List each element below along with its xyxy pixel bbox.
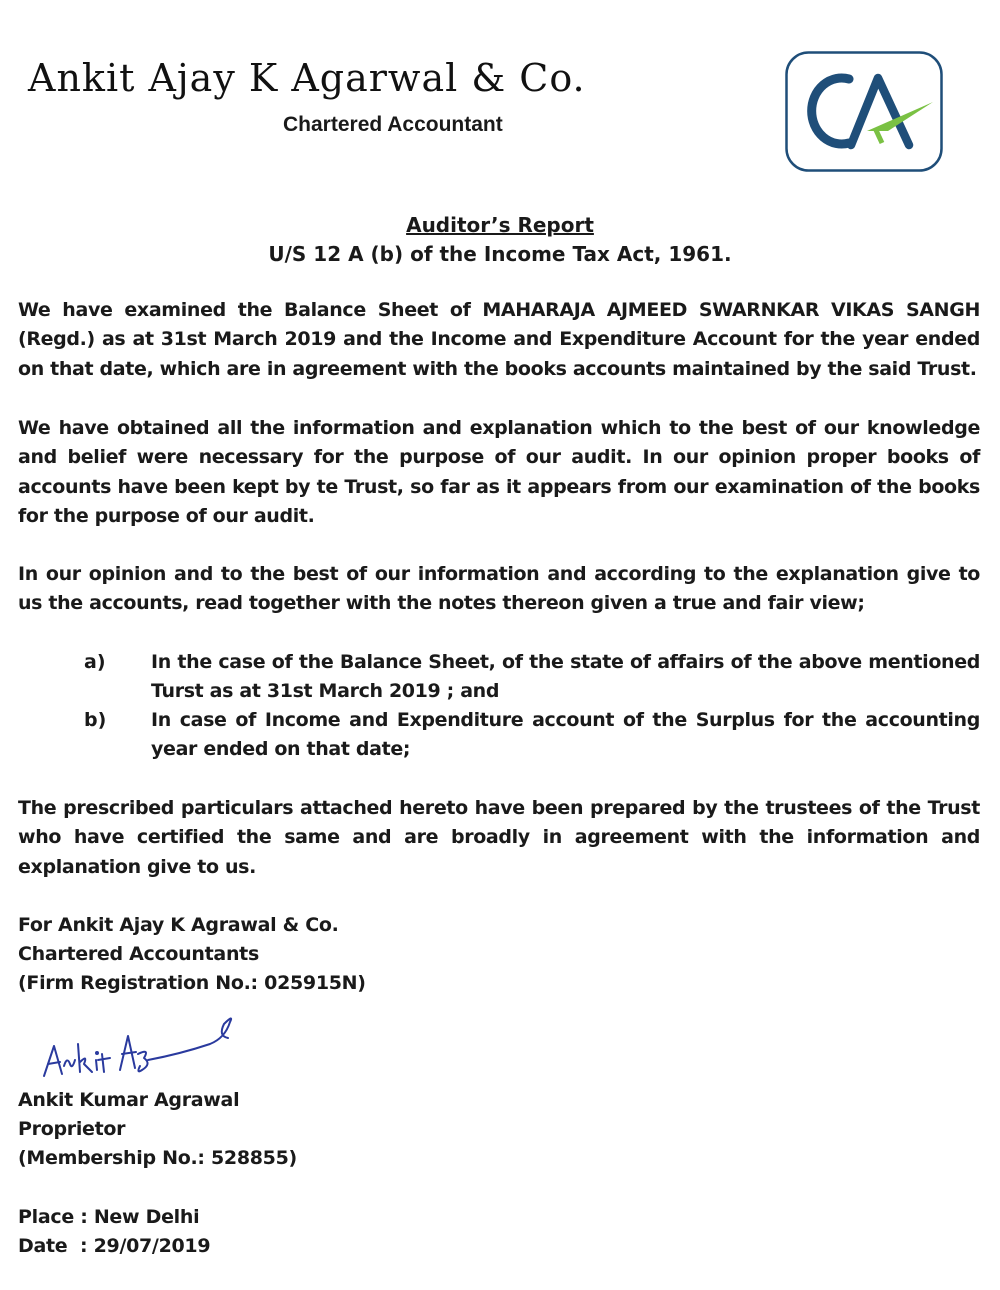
- paragraph-balance-sheet: We have examined the Balance Sheet of MAHARAJA AJMEED SWARNKAR VIKAS SANGH (Regd.) as at 31st March 2019 and the Income and Expenditure Account for the year ended on that date, which are in agreement with the books accounts maintained by the said Trust.: [18, 299, 980, 380]
- firm-role-line: Chartered Accountants: [18, 943, 259, 965]
- firm-name: Ankit Ajay K Agarwal & Co.: [28, 56, 586, 100]
- ca-logo: [785, 51, 943, 172]
- firm-subtitle: Chartered Accountant: [283, 113, 503, 136]
- list-marker: a): [84, 651, 106, 673]
- report-subtitle: U/S 12 A (b) of the Income Tax Act, 1961.: [268, 242, 732, 266]
- membership-number: (Membership No.: 528855): [18, 1147, 297, 1169]
- paragraph-prescribed-particulars: The prescribed particulars attached hereto have been prepared by the trustees of the Trust who have certified the same and are broadly in agreement with the information and explanation give to us.: [18, 797, 980, 878]
- for-firm-line: For Ankit Ajay K Agrawal & Co.: [18, 914, 339, 936]
- list-item-text: In case of Income and Expenditure account of the Surplus for the accounting year ended on that date;: [151, 709, 980, 761]
- paragraph-true-fair-view: In our opinion and to the best of our information and according to the explanation give to us the accounts, read together with the notes thereon given a true and fair view;: [18, 563, 980, 615]
- paragraph-audit-opinion: We have obtained all the information and explanation which to the best of our knowledge and belief were necessary for the purpose of our audit. In our opinion proper books of accounts have been kept by te Trust, so far as it appears from our examination of the books for the purpose of our audit.: [18, 417, 980, 527]
- list-item-text: In the case of the Balance Sheet, of the state of affairs of the above mentioned Turst as at 31st March 2019 ; and: [151, 651, 980, 703]
- list-marker: b): [84, 709, 107, 731]
- report-title: Auditor’s Report: [406, 213, 594, 237]
- firm-registration-number: (Firm Registration No.: 025915N): [18, 972, 366, 994]
- handwritten-signature: [40, 1014, 240, 1084]
- place-line: Place : New Delhi: [18, 1206, 200, 1228]
- signatory-title: Proprietor: [18, 1118, 126, 1140]
- signatory-name: Ankit Kumar Agrawal: [18, 1089, 240, 1111]
- date-line: Date : 29/07/2019: [18, 1235, 211, 1257]
